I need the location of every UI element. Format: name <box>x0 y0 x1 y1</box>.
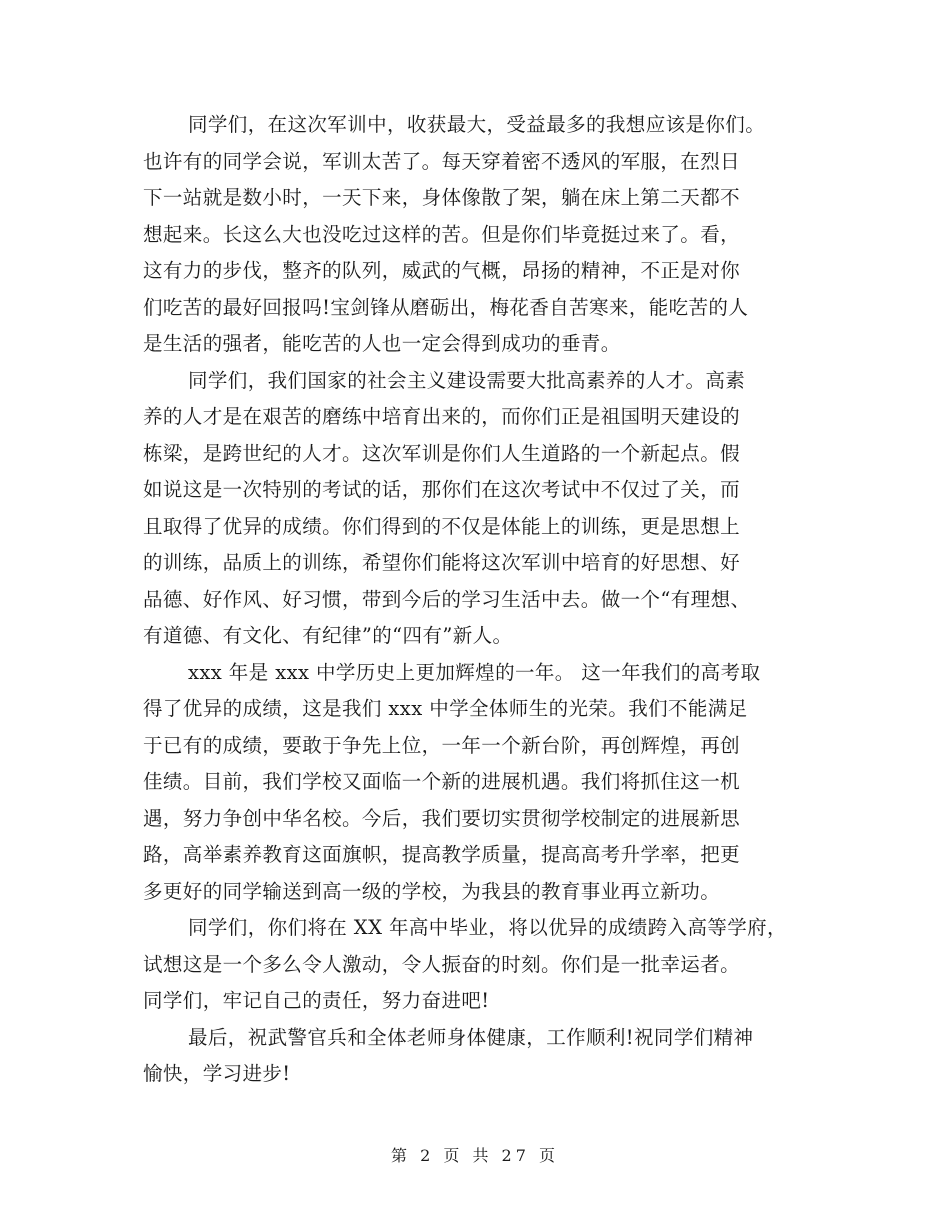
text-line: 路，高举素养教育这面旗帜，提高教学质量，提高高考升学率，把更 <box>143 843 741 866</box>
paragraph-3 <box>143 655 823 911</box>
text-line: 且取得了优异的成绩。你们得到的不仅是体能上的训练，更是思想上 <box>143 514 741 538</box>
text-line: 这有力的步伐，整齐的队列，威武的气概，昂扬的精神，不正是对你 <box>143 259 741 282</box>
text-line: 多更好的同学输送到高一级的学校，为我县的教育事业再立新功。 <box>143 879 721 903</box>
text-line: 下一站就是数小时，一天下来，身体像散了架，躺在床上第二天都不 <box>143 186 741 209</box>
paragraph-1 <box>143 107 823 363</box>
text-line: 是生活的强者，能吃苦的人也一定会得到成功的垂青。 <box>143 332 621 355</box>
text-line: 品德、好作风、好习惯，带到今后的学习生活中去。做一个“有理想、 <box>143 587 751 611</box>
text-line: 也许有的同学会说，军训太苦了。每天穿着密不透风的军服，在烈日 <box>143 149 741 173</box>
page-number-footer: 第 2 页 共 27 页 <box>391 1146 559 1165</box>
text-line: 如说这是一次特别的考试的话，那你们在这次考试中不仅过了关，而 <box>143 478 741 501</box>
paragraph-2 <box>143 363 823 655</box>
paragraph-4 <box>143 910 823 1020</box>
text-line: 的训练，品质上的训练，希望你们能将这次军训中培育的好思想、好 <box>143 551 741 574</box>
text-line: 同学们，我们国家的社会主义建设需要大批高素养的人才。高素 <box>188 368 746 392</box>
text-line: 得了优异的成绩，这是我们 xxx 中学全体师生的光荣。我们不能满足 <box>143 697 748 720</box>
text-line: 愉快，学习进步! <box>143 1062 291 1085</box>
text-line: 有道德、有文化、有纪律”的“四有”新人。 <box>143 624 513 647</box>
paragraph-5 <box>143 1020 823 1093</box>
text-line: 最后，祝武警官兵和全体老师身体健康，工作顺利!祝同学们精神 <box>188 1025 754 1049</box>
text-line: 们吃苦的最好回报吗!宝剑锋从磨砺出，梅花香自苦寒来，能吃苦的人 <box>143 295 749 319</box>
text-line: 佳绩。目前，我们学校又面临一个新的进展机遇。我们将抓住这一机 <box>143 770 741 793</box>
text-line: 试想这是一个多么令人激动，令人振奋的时刻。你们是一批幸运者。 <box>143 952 741 976</box>
text-line: 同学们，牢记自己的责任，努力奋进吧! <box>143 989 490 1012</box>
text-line: xxx 年是 xxx 中学历史上更加辉煌的一年。 这一年我们的高考取 <box>188 660 761 684</box>
text-line: 同学们，你们将在 XX 年高中毕业，将以优异的成绩跨入高等学府， <box>188 916 787 939</box>
text-line: 遇，努力争创中华名校。今后，我们要切实贯彻学校制定的进展新思 <box>143 806 741 830</box>
text-line: 于已有的成绩，要敢于争先上位，一年一个新台阶，再创辉煌，再创 <box>143 733 741 757</box>
text-line: 栋梁，是跨世纪的人才。这次军训是你们人生道路的一个新起点。假 <box>143 441 741 465</box>
text-line: 养的人才是在艰苦的磨练中培育出来的，而你们正是祖国明天建设的 <box>143 405 741 428</box>
text-line: 同学们，在这次军训中，收获最大，受益最多的我想应该是你们。 <box>188 113 766 136</box>
document-body <box>143 107 823 1093</box>
text-line: 想起来。长这么大也没吃过这样的苦。但是你们毕竟挺过来了。看， <box>143 222 741 246</box>
